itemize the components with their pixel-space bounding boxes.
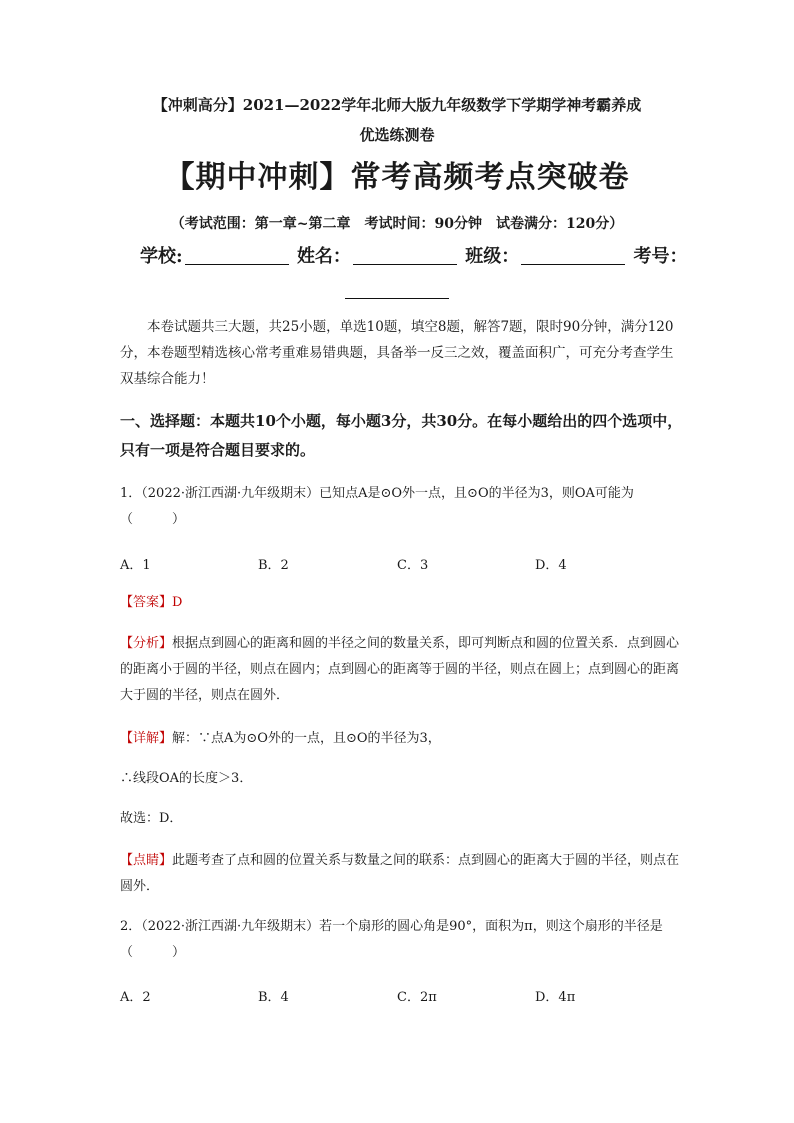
question-1-choice: 故选：D． xyxy=(120,811,183,826)
section-heading: 一、选择题：本题共10个小题，每小题3分，共30分。在每小题给出的四个选项中，只有一项是符合题目要求的。 xyxy=(120,412,683,459)
option-a: A．1 xyxy=(120,558,151,573)
question-1-detail-2: ∴线段OA的长度＞3． xyxy=(120,771,253,786)
question-1-comment xyxy=(120,848,685,900)
intro-paragraph: 本卷试题共三大题，共25小题，单选10题，填空8题，解答7题，限时90分钟，满分120分，本卷题型精选核心常考重难易错典题，具备举一反三之效，覆盖面积广，可充分考查学生双基综合能力！ xyxy=(120,319,674,387)
page-title: 【期中冲刺】常考高频考点突破卷 xyxy=(164,160,630,195)
question-2-stem: 2．（2022·浙江西湖·九年级期末）若一个扇形的圆心角是90°，面积为π，则这个扇形的半径是（ ） xyxy=(120,919,663,960)
school-blank[interactable] xyxy=(185,246,289,265)
analysis-tag: 【分析】 xyxy=(120,636,173,651)
comment-tag: 【点睛】 xyxy=(120,853,173,868)
option-b: B．4 xyxy=(258,990,289,1005)
option-c: C．3 xyxy=(397,558,429,573)
question-1-answer xyxy=(120,590,685,616)
answer-value: D xyxy=(172,595,183,610)
analysis-text: 根据点到圆心的距离和圆的半径之间的数量关系，即可判断点和圆的位置关系．点到圆心的距离小于圆的半径，则点在圆内；点到圆心的距离等于圆的半径，则点在圆上；点到圆心的距离大于圆的半径，则点在圆外． xyxy=(120,636,680,703)
header-line-1: 【冲刺高分】2021—2022学年北师大版九年级数学下学期学神考霸养成 xyxy=(152,96,642,114)
option-d: D．4 xyxy=(535,558,567,573)
question-1-analysis xyxy=(120,631,685,709)
option-d: D．4π xyxy=(535,990,576,1005)
name-blank[interactable] xyxy=(353,246,457,265)
answer-tag: 【答案】 xyxy=(120,595,173,610)
option-b: B．2 xyxy=(258,558,289,573)
header-line-2: 优选练测卷 xyxy=(359,126,435,144)
number-label: 考号： xyxy=(633,246,688,267)
class-blank[interactable] xyxy=(521,246,625,265)
exam-meta: （考试范围：第一章~第二章 考试时间：90分钟 试卷满分：120分） xyxy=(170,216,624,232)
name-label: 姓名： xyxy=(296,246,351,267)
option-c: C．2π xyxy=(397,990,437,1005)
detail-tag: 【详解】 xyxy=(120,731,173,746)
school-label: 学校: xyxy=(140,246,183,267)
comment-text: 此题考查了点和圆的位置关系与数量之间的联系：点到圆心的距离大于圆的半径，则点在圆外． xyxy=(120,853,680,894)
question-1-stem: 1．（2022·浙江西湖·九年级期末）已知点A是⊙O外一点，且⊙O的半径为3，则OA可能为（ ） xyxy=(120,486,634,527)
class-label: 班级： xyxy=(465,246,520,267)
number-blank[interactable] xyxy=(345,298,449,299)
detail-text: 解：∵点A为⊙O外的一点，且⊙O的半径为3， xyxy=(172,731,441,746)
student-info-fields xyxy=(140,242,688,268)
option-a: A．2 xyxy=(120,990,151,1005)
question-1-detail xyxy=(120,726,685,752)
